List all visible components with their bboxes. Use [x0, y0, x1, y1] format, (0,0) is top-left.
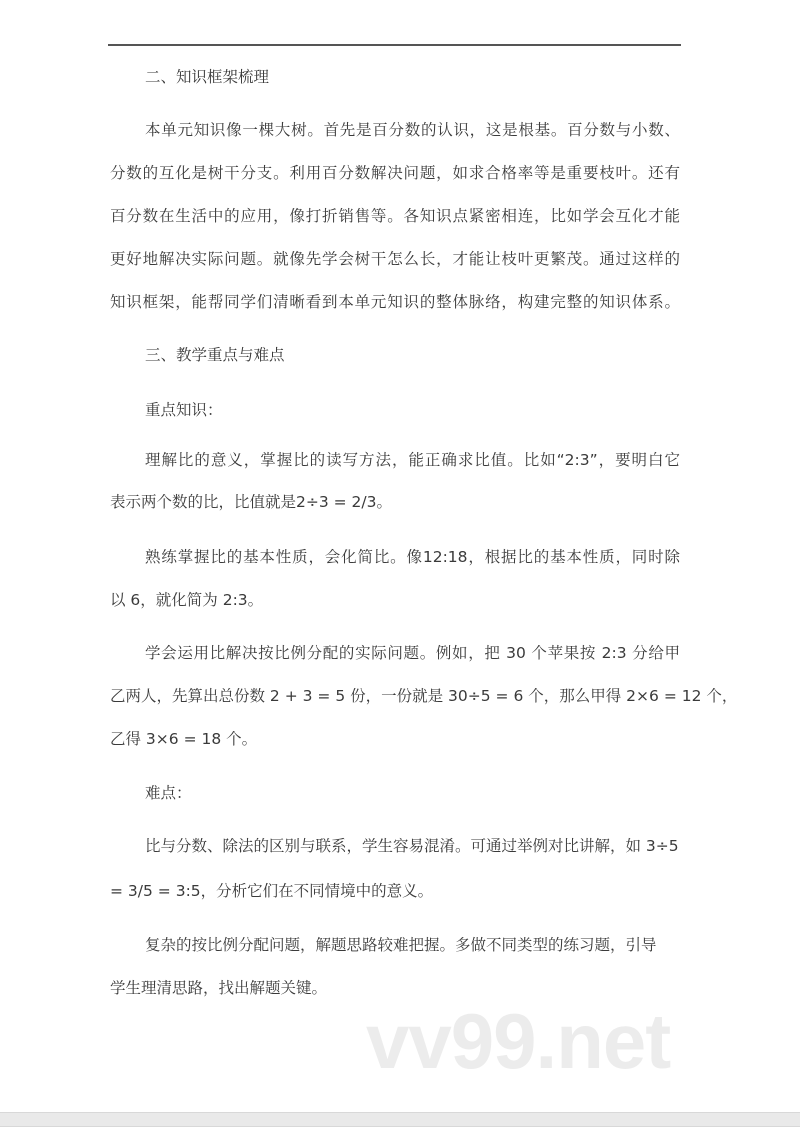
paragraph-line: 本单元知识像一棵大树。首先是百分数的认识，这是根基。百分数与小数、 [145, 121, 680, 139]
paragraph-line: 学生理清思路，找出解题关键。 [110, 979, 328, 997]
paragraph-line: 熟练掌握比的基本性质，会化简比。像12:18，根据比的基本性质，同时除 [145, 548, 680, 566]
paragraph-line: 复杂的按比例分配问题，解题思路较难把握。多做不同类型的练习题，引导 [145, 936, 657, 954]
header-rule [108, 44, 681, 46]
watermark: vv99.net [366, 997, 671, 1085]
paragraph-line: 比与分数、除法的区别与联系，学生容易混淆。可通过举例对比讲解，如 3÷5 [145, 837, 679, 855]
paragraph-line: 知识框架，能帮同学们清晰看到本单元知识的整体脉络，构建完整的知识体系。 [110, 293, 680, 311]
section-heading: 二、知识框架梳理 [145, 68, 270, 86]
paragraph-line: 以 6，就化简为 2:3。 [110, 591, 264, 609]
subheading-key: 重点知识： [145, 401, 223, 419]
paragraph-line: 理解比的意义，掌握比的读写方法，能正确求比值。比如“2:3”，要明白它 [145, 451, 680, 469]
paragraph-line: 更好地解决实际问题。就像先学会树干怎么长，才能让枝叶更繁茂。通过这样的 [110, 250, 680, 268]
paragraph-line: 学会运用比解决按比例分配的实际问题。例如，把 30 个苹果按 2:3 分给甲 [145, 644, 680, 662]
section-heading: 三、教学重点与难点 [145, 346, 285, 364]
subheading-difficult: 难点： [145, 784, 192, 802]
paragraph-line: 乙得 3×6 = 18 个。 [110, 730, 258, 748]
paragraph-line: 分数的互化是树干分支。利用百分数解决问题，如求合格率等是重要枝叶。还有 [110, 164, 680, 182]
paragraph-line: 乙两人，先算出总份数 2 + 3 = 5 份，一份就是 30÷5 = 6 个，那么甲得 2×6 = 12 个， [110, 687, 738, 705]
paragraph-line: 表示两个数的比，比值就是2÷3 = 2/3。 [110, 493, 392, 511]
paragraph-line: 百分数在生活中的应用，像打折销售等。各知识点紧密相连，比如学会互化才能 [110, 207, 680, 225]
page-separator [0, 1112, 800, 1127]
paragraph-line: = 3/5 = 3:5，分析它们在不同情境中的意义。 [110, 882, 434, 900]
